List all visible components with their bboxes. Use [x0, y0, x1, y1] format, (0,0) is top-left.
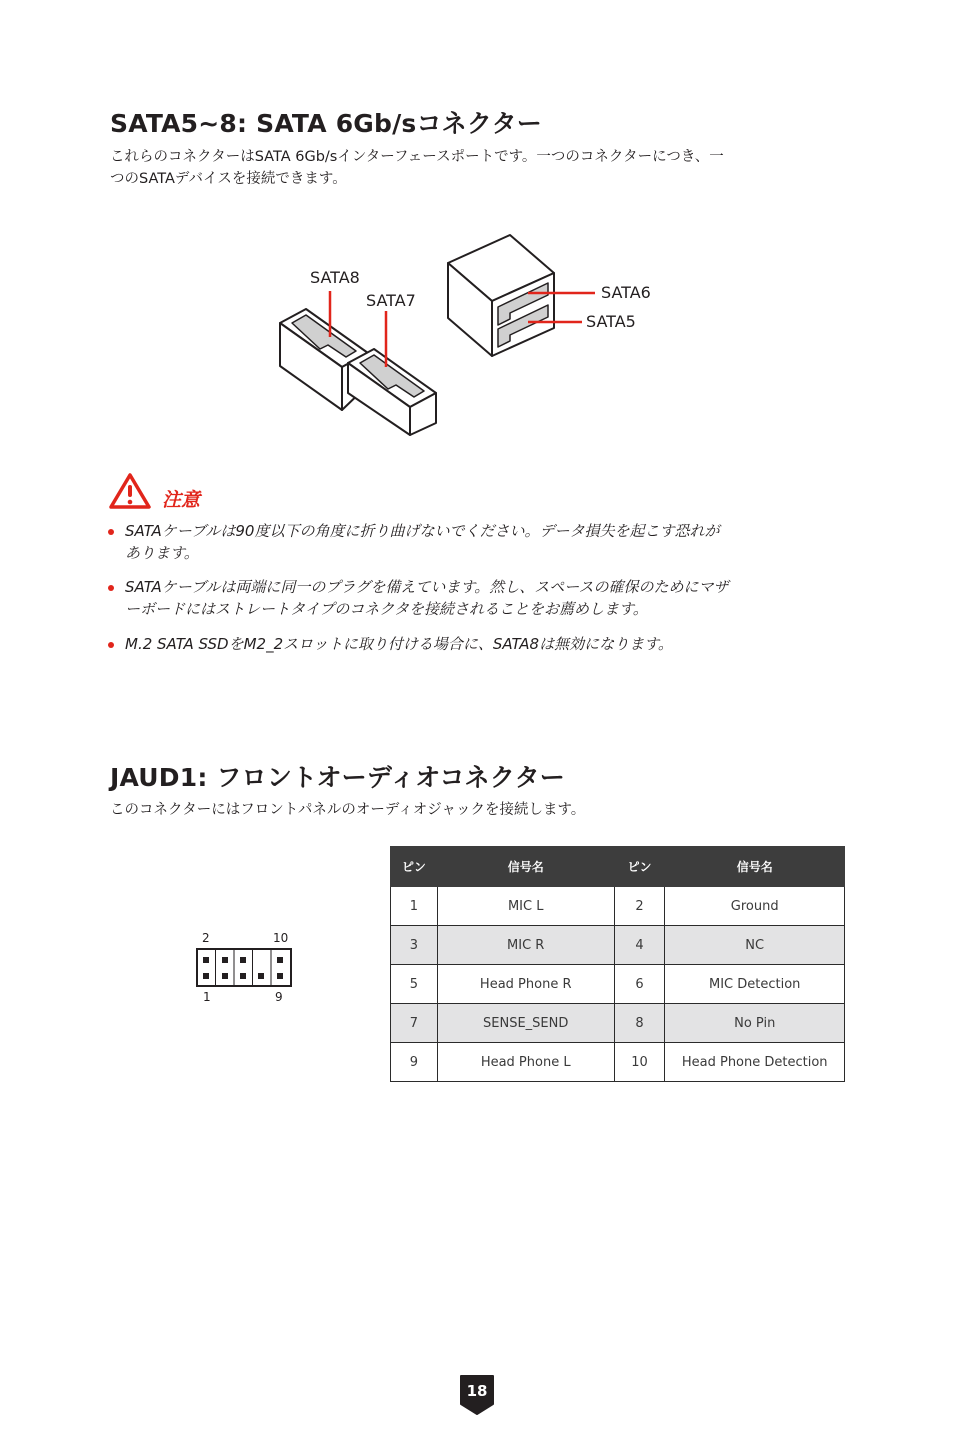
page-number: 18 — [466, 1382, 488, 1400]
table-cell: 3 — [391, 926, 438, 965]
table-cell: MIC Detection — [665, 965, 845, 1004]
caution-title: 注意 — [162, 489, 201, 511]
bullet-dot-icon — [108, 529, 114, 535]
sata-connector-diagram — [270, 225, 690, 445]
table-cell: 5 — [391, 965, 438, 1004]
table-header-cell: 信号名 — [437, 847, 614, 887]
jaud-pin-table — [390, 846, 845, 1082]
table-cell: MIC R — [437, 926, 614, 965]
sata-heading: SATA5~8: SATA 6Gb/sコネクター — [110, 109, 543, 138]
table-cell: SENSE_SEND — [437, 1004, 614, 1043]
table-cell: MIC L — [437, 887, 614, 926]
table-cell: NC — [665, 926, 845, 965]
caution-item: SATAケーブルは90度以下の角度に折り曲げないでください。データ損失を起こす恐れが あります。 — [108, 520, 848, 564]
table-cell: Ground — [665, 887, 845, 926]
sata7-connector-icon — [348, 349, 436, 435]
table-cell: No Pin — [665, 1004, 845, 1043]
bullet-dot-icon — [108, 642, 114, 648]
jaud-description: このコネクターにはフロントパネルのオーディオジャックを接続します。 — [110, 802, 586, 818]
table-cell: 9 — [391, 1043, 438, 1082]
jaud-heading: JAUD1: フロントオーディオコネクター — [110, 763, 565, 792]
caution-item: M.2 SATA SSDをM2_2スロットに取り付ける場合に、SATA8は無効になります。 — [108, 633, 848, 655]
sata6-label: SATA6 — [601, 283, 651, 302]
pin-label-top-left: 2 — [202, 931, 210, 945]
table-row — [391, 1004, 845, 1043]
table-header-cell: ピン — [391, 847, 438, 887]
table-cell: 10 — [614, 1043, 665, 1082]
caution-item: SATAケーブルは両端に同一のプラグを備えています。然し、スペースの確保のためにマザ ーボードにはストレートタイプのコネクタを接続されることをお薦めします。 — [108, 576, 848, 620]
table-cell: 2 — [614, 887, 665, 926]
pin-label-bottom-right: 9 — [275, 990, 283, 1004]
sata5-label: SATA5 — [586, 312, 636, 331]
table-cell: Head Phone Detection — [665, 1043, 845, 1082]
table-cell: Head Phone L — [437, 1043, 614, 1082]
table-cell: 6 — [614, 965, 665, 1004]
jaud-pin-header-icon — [196, 948, 292, 988]
table-header-cell: ピン — [614, 847, 665, 887]
table-header-row — [391, 847, 845, 887]
bullet-dot-icon — [108, 585, 114, 591]
sata-description: これらのコネクターはSATA 6Gb/sインターフェースポートです。一つのコネクターにつき、一 つのSATAデバイスを接続できます。 — [110, 149, 724, 187]
sata8-label: SATA8 — [310, 268, 360, 287]
table-cell: 4 — [614, 926, 665, 965]
sata7-label: SATA7 — [366, 291, 416, 310]
table-cell: Head Phone R — [437, 965, 614, 1004]
table-row — [391, 965, 845, 1004]
table-row — [391, 887, 845, 926]
table-cell: 8 — [614, 1004, 665, 1043]
table-row — [391, 1043, 845, 1082]
table-cell: 7 — [391, 1004, 438, 1043]
table-header-cell: 信号名 — [665, 847, 845, 887]
warning-icon — [108, 472, 152, 510]
table-cell: 1 — [391, 887, 438, 926]
sata5-6-connector-icon — [448, 235, 554, 356]
pin-label-bottom-left: 1 — [203, 990, 211, 1004]
table-row — [391, 926, 845, 965]
pin-label-top-right: 10 — [273, 931, 289, 945]
